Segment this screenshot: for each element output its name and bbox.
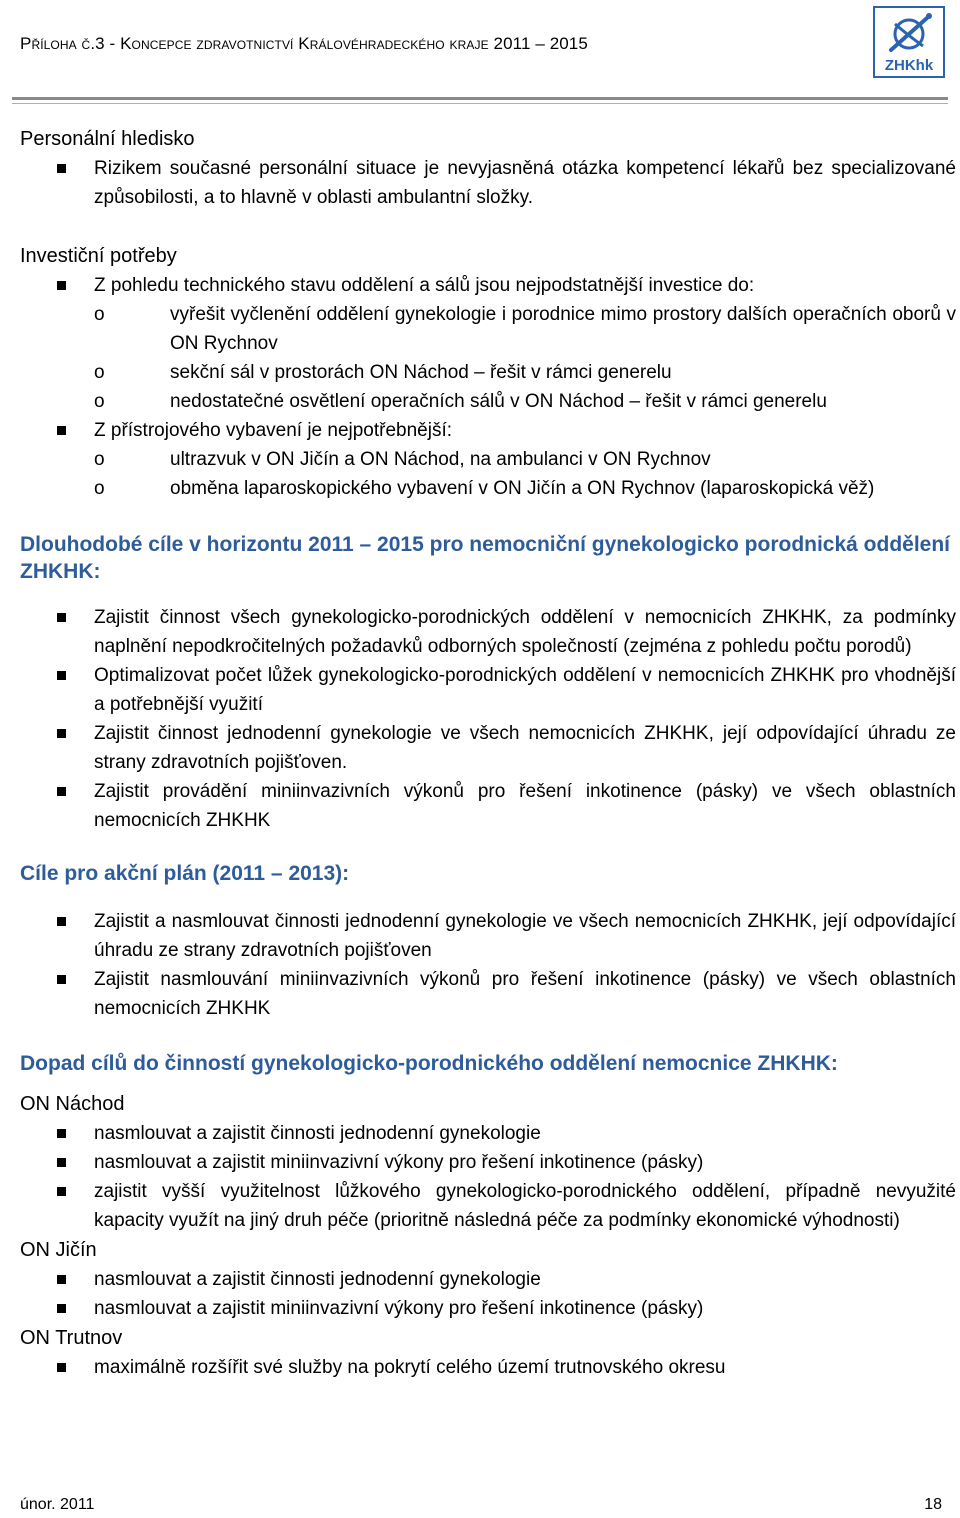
zhkhk-logo-icon	[873, 6, 945, 78]
list-item: Z přístrojového vybavení je nejpotřebnější:	[20, 416, 956, 445]
list-item	[94, 387, 956, 416]
circle-bullet: o	[94, 449, 105, 470]
list-item: Zajistit činnost všech gynekologicko-porodnických oddělení v nemocnicích ZHKHK, za podmínky naplnění nepodkročitelných požadavků odborných společností (zejména z pohledu počtu porodů)	[20, 603, 956, 661]
personal-heading: Personální hledisko	[20, 128, 195, 150]
list-item: nasmlouvat a zajistit činnosti jednodenní gynekologie	[20, 1265, 956, 1294]
trutnov-list	[20, 1353, 956, 1382]
list-item	[94, 445, 956, 474]
header-rule	[12, 97, 948, 100]
jicin-title: ON Jičín	[20, 1239, 97, 1261]
sublist-text: obměna laparoskopického vybavení v ON Jičín a ON Rychnov (laparoskopická věž)	[170, 478, 875, 499]
circle-bullet: o	[94, 304, 105, 325]
page-number: 18	[924, 1496, 942, 1513]
sublist-text: vyřešit vyčlenění oddělení gynekologie i porodnice mimo prostory dalších operačních oborů v ON Rychnov	[170, 304, 956, 354]
longterm-heading: Dlouhodobé cíle v horizontu 2011 – 2015 pro nemocniční gynekologicko porodnická oddělení ZHKHK:	[20, 533, 951, 583]
header-title-main: říloha č.3 - Koncepce zdravotnictví Královéhradeckého kraje 2011 – 2015	[31, 34, 588, 53]
logo-text: ZHKhk	[884, 57, 934, 74]
invest-sublist-1	[20, 300, 956, 416]
page-header	[0, 0, 960, 100]
invest-list	[20, 271, 956, 300]
page-footer	[20, 1496, 948, 1518]
invest-sublist-2	[20, 445, 956, 503]
list-item: Zajistit provádění miniinvazivních výkonů pro řešení inkotinence (pásky) ve všech oblastních nemocnicích ZHKHK	[20, 777, 956, 835]
invest-heading: Investiční potřeby	[20, 245, 177, 267]
action-heading: Cíle pro akční plán (2011 – 2013):	[20, 862, 350, 885]
personal-list	[20, 154, 956, 212]
nachod-title: ON Náchod	[20, 1093, 125, 1115]
list-item: nasmlouvat a zajistit miniinvazivní výkony pro řešení inkotinence (pásky)	[20, 1148, 956, 1177]
circle-bullet: o	[94, 391, 105, 412]
header-title	[20, 34, 588, 54]
header-rule-thin	[12, 103, 948, 104]
trutnov-title: ON Trutnov	[20, 1327, 123, 1349]
list-item: nasmlouvat a zajistit miniinvazivní výkony pro řešení inkotinence (pásky)	[20, 1294, 956, 1323]
list-item: Optimalizovat počet lůžek gynekologicko-porodnických oddělení v nemocnicích ZHKHK pro vhodnější a potřebnější využití	[20, 661, 956, 719]
list-item: nasmlouvat a zajistit činnosti jednodenní gynekologie	[20, 1119, 956, 1148]
longterm-list	[20, 603, 956, 835]
impact-heading: Dopad cílů do činností gynekologicko-porodnického oddělení nemocnice ZHKHK:	[20, 1052, 838, 1075]
list-item: maximálně rozšířit své služby na pokrytí celého území trutnovského okresu	[20, 1353, 956, 1382]
invest-list-2	[20, 416, 956, 445]
document-body	[20, 124, 956, 1382]
list-item: Zajistit nasmlouvání miniinvazivních výkonů pro řešení inkotinence (pásky) ve všech oblastních nemocnicích ZHKHK	[20, 965, 956, 1023]
jicin-list	[20, 1265, 956, 1323]
list-item: Z pohledu technického stavu oddělení a sálů jsou nejpodstatnější investice do:	[20, 271, 956, 300]
sublist-text: nedostatečné osvětlení operačních sálů v ON Náchod – řešit v rámci generelu	[170, 391, 827, 412]
list-item	[94, 474, 956, 503]
circle-bullet: o	[94, 478, 105, 499]
list-item: zajistit vyšší využitelnost lůžkového gynekologicko-porodnického oddělení, případně nevyužité kapacity využít na jiný druh péče (prioritně následná péče za podmínky ekonomické výhodnosti)	[20, 1177, 956, 1235]
action-list	[20, 907, 956, 1023]
circle-bullet: o	[94, 362, 105, 383]
header-title-prefix: P	[20, 34, 32, 53]
nachod-list	[20, 1119, 956, 1235]
sublist-text: sekční sál v prostorách ON Náchod – řešit v rámci generelu	[170, 362, 672, 383]
footer-date: únor. 2011	[20, 1496, 95, 1513]
list-item: Zajistit a nasmlouvat činnosti jednodenní gynekologie ve všech nemocnicích ZHKHK, její odpovídající úhradu ze strany zdravotních pojišťoven	[20, 907, 956, 965]
sublist-text: ultrazvuk v ON Jičín a ON Náchod, na ambulanci v ON Rychnov	[170, 449, 711, 470]
list-item: Zajistit činnost jednodenní gynekologie ve všech nemocnicích ZHKHK, její odpovídající úhradu ze strany zdravotních pojišťoven.	[20, 719, 956, 777]
list-item	[94, 300, 956, 358]
list-item: Rizikem současné personální situace je nevyjasněná otázka kompetencí lékařů bez specializované způsobilosti, a to hlavně v oblasti ambulantní složky.	[20, 154, 956, 212]
list-item	[94, 358, 956, 387]
